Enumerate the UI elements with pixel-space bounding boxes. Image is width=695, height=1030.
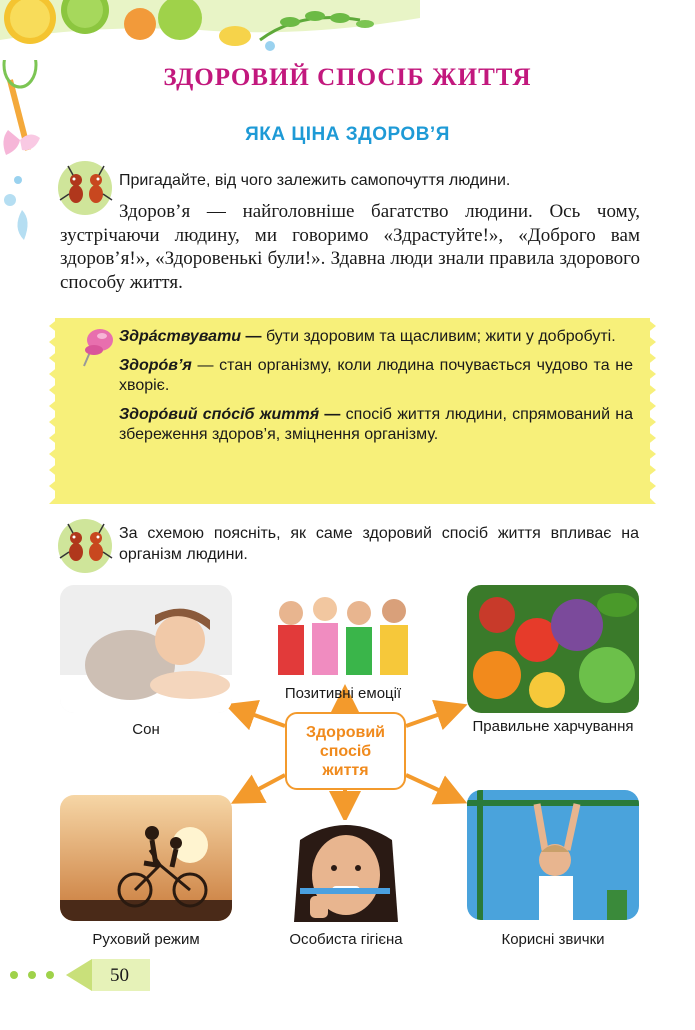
definitions-list [119,327,633,454]
scheme-prompt: За схемою поясніть, як саме здоровий спосіб життя впливає на організм людини. [119,525,639,563]
top-banner-decoration [0,0,420,70]
caption-emotions: Позитивні емоції [284,685,402,702]
caption-sleep: Сон [132,721,160,738]
section-title: ЯКА ЦІНА ЗДОРОВ’Я [245,124,450,145]
recall-prompt: Пригадайте, від чого залежить самопочуття людини. [119,172,511,189]
ants-mascot-icon [54,518,116,574]
page-number: 50 [110,965,129,986]
definition-text: спосіб життя людини, спрямований на збереження здоров’я, зміцнення організму. [119,406,634,443]
nutrition-photo [467,585,639,713]
definition-term: Здоро́в’я [119,357,192,374]
definition-item: Здоро́вий спо́сіб життя́ — спосіб життя людини, спрямований на збереження здоров’я, зміцнення організму. [119,406,634,443]
definition-term: Здоро́вий спо́сіб життя́ [119,406,320,423]
pushpin-icon [80,322,116,368]
sleep-photo [60,585,232,713]
main-paragraph: Здоров’я — найголовніше багатство людини. Ось чому, зустрічаючи людину, ми говоримо «Здрастуйте!», «Доброго вам здоров’я!», «Здоровенькі були!». Здавна люди знали правила здорового способу життя. [60,201,640,293]
definition-text: бути здоровим та щасливим; жити у добробуті. [265,328,616,345]
definition-text: стан організму, коли людина почувається чудово та не хворіє. [119,357,634,394]
habits-photo [467,790,639,920]
caption-habits: Корисні звички [501,931,605,948]
definition-item: Здоро́в’я — стан організму, коли людина почувається чудово та не хворіє. [119,357,634,394]
caption-nutrition: Правильне харчування [472,718,634,735]
definition-term: Здра́ствувати [119,328,242,345]
activity-photo [60,795,232,921]
scheme-center-concept: Здоровий спосіб життя [285,712,406,790]
page-number-decoration [0,955,160,995]
emotions-photo [264,585,420,681]
hygiene-photo [280,820,412,922]
caption-activity: Руховий режим [92,931,200,948]
caption-hygiene: Особиста гігієна [289,931,403,948]
page-title: ЗДОРОВИЙ СПОСІБ ЖИТТЯ [163,64,532,91]
definition-item: Здра́ствувати — бути здоровим та щасливим; жити у добробуті. [119,328,616,345]
